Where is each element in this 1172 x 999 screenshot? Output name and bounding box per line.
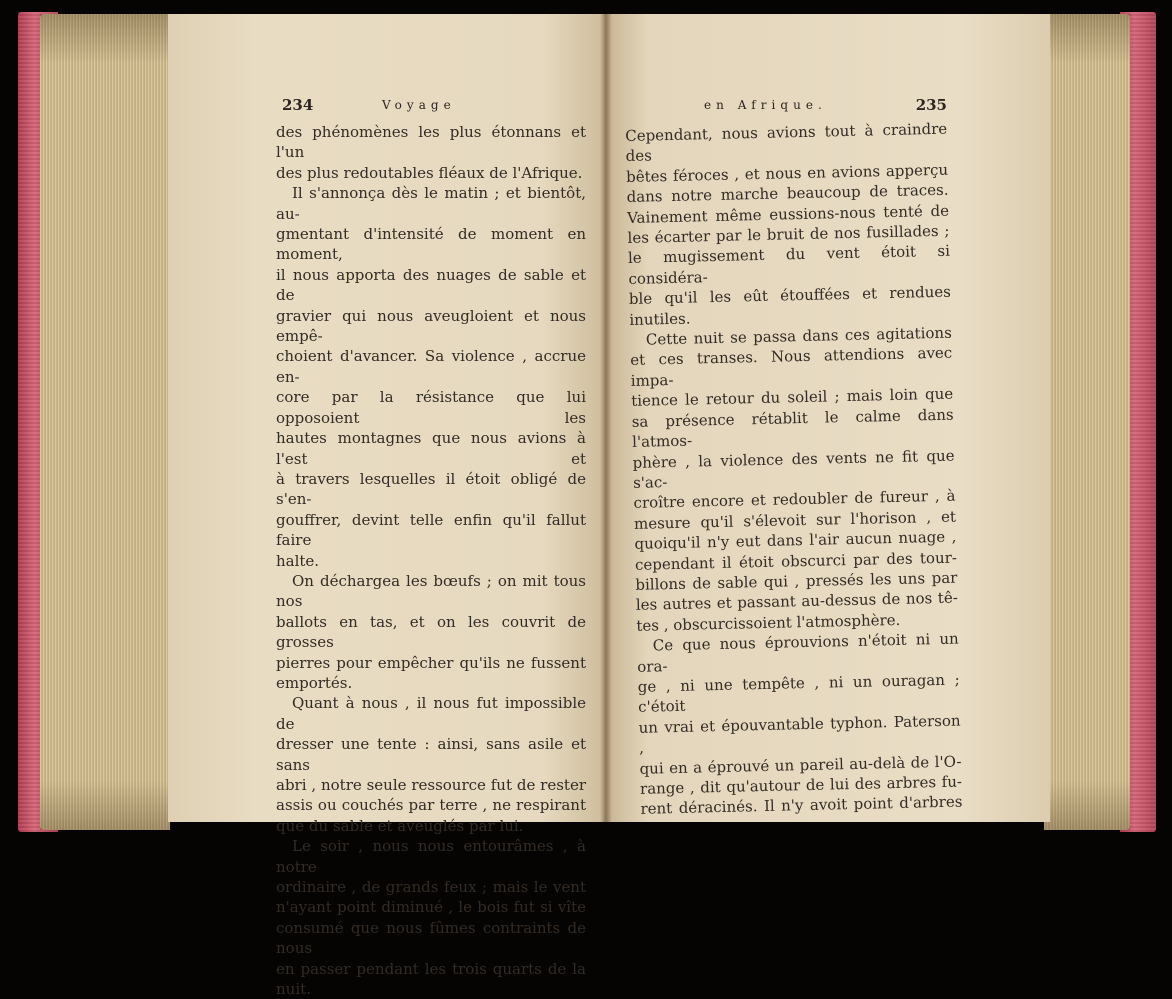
text-line: des plus redoutables fléaux de l'Afrique. [276,163,583,182]
text-line: que du sable et aveuglés par lui. [276,816,524,835]
page-edges-right [1044,14,1130,830]
text-line: Cette nuit se passa dans ces agitations [645,323,952,349]
left-page-header [282,96,588,116]
text-line: croître encore et redoubler de fureur , à [633,486,956,513]
text-line: des phénomènes les plus étonnans et l'un [276,123,586,162]
text-line: billons de sable qui , pressés les uns par [635,568,958,594]
left-running-head: Voyage [382,98,456,112]
text-line: Il s'annonça dès le matin ; et bientôt, au- [276,184,586,223]
right-running-head: en Afrique. [704,98,827,112]
text-line: gmentant d'intensité de moment en moment, [276,225,586,264]
book-gutter [600,14,612,822]
text-line: Le soir , nous nous entourâmes , à notre [276,837,586,876]
text-line: n'ayant point diminué , le bois fut si vîte [276,898,586,917]
text-line: il nous apporta des nuages de sable et de [276,265,586,305]
text-line: range , dit qu'autour de lui des arbres fu- [639,772,963,798]
text-line: bêtes féroces , et nous en avions apperçu [625,160,949,186]
right-page-header [622,96,947,116]
text-line: gravier qui nous aveugloient et nous empê- [276,306,586,346]
text-line: pierres pour empêcher qu'ils ne fussent [276,653,586,672]
text-line: à travers lesquelles il étoit obligé de s'en- [276,469,586,509]
text-line: dans notre marche beaucoup de traces. [626,180,949,207]
text-line: halte. [276,551,320,570]
text-line: ble qu'il les eût étouffées et rendues inutiles. [628,282,952,329]
text-line: sa présence rétablit le calme dans l'atmos- [631,405,954,452]
text-line: les écarter par le bruit de nos fusillades ; [627,221,950,248]
text-line: qui en a éprouvé un pareil au-delà de l'O- [639,752,962,778]
right-page-number: 235 [915,96,947,114]
left-page-text [276,122,586,999]
text-line: Vainement même eussions-nous tenté de [626,201,950,227]
text-line: ge , ni une tempête , ni un ouragan ; c'étoit [637,670,960,717]
text-line: phère , la violence des vents ne fit que s'ac- [632,446,955,492]
text-line: ordinaire , de grands feux ; mais le vent [276,878,586,897]
text-line: tes , obscurcissoient l'atmosphère. [636,610,901,635]
text-line: un vrai et épouvantable typhon. Paterson , [638,711,961,758]
text-line: choient d'avancer. Sa violence , accrue en- [276,347,586,386]
text-line: consumé que nous fûmes contraints de nous [276,918,586,958]
text-line: dresser une tente : ainsi, sans asile et sans [276,735,586,774]
right-page-text [625,119,963,820]
text-line: mesure qu'il s'élevoit sur l'horison , et [633,507,957,533]
left-page-number: 234 [282,96,314,114]
text-line: en passer pendant les trois quarts de la nuit. [276,959,586,999]
text-line: quoiqu'il n'y eut dans l'air aucun nuage , [634,527,957,554]
text-line: les autres et passant au-dessus de nos tê- [635,588,958,615]
page-edges-left [40,14,170,830]
text-line: assis ou couchés par terre , ne respirant [276,796,586,815]
text-line: ballots en tas, et on les couvrit de grosses [276,612,586,652]
text-line: Ce que nous éprouvions n'étoit ni un ora- [637,629,959,676]
text-line: rent déracinés. Il n'y avoit point d'arbres [640,792,963,819]
text-line: Cependant, nous avions tout à craindre des [625,119,948,166]
text-line: On déchargea les bœufs ; on mit tous nos [276,571,586,611]
text-line: le mugissement du vent étoit si considéra- [627,242,951,288]
text-line: gouffrer, devint telle enfin qu'il fallut faire [276,510,586,550]
text-line: cependant il étoit obscurci par des tour- [634,548,958,574]
text-line: abri , notre seule ressource fut de rester [276,776,586,794]
text-line: tience le retour du soleil ; mais loin que [631,384,954,411]
text-line: hautes montagnes que nous avions à l'est et [276,429,586,468]
text-line: emportés. [276,673,353,692]
text-line: core par la résistance que lui opposoient les [276,388,586,427]
text-line: Quant à nous , il nous fut impossible de [276,694,586,733]
text-line: et ces transes. Nous attendions avec impa- [630,344,953,390]
